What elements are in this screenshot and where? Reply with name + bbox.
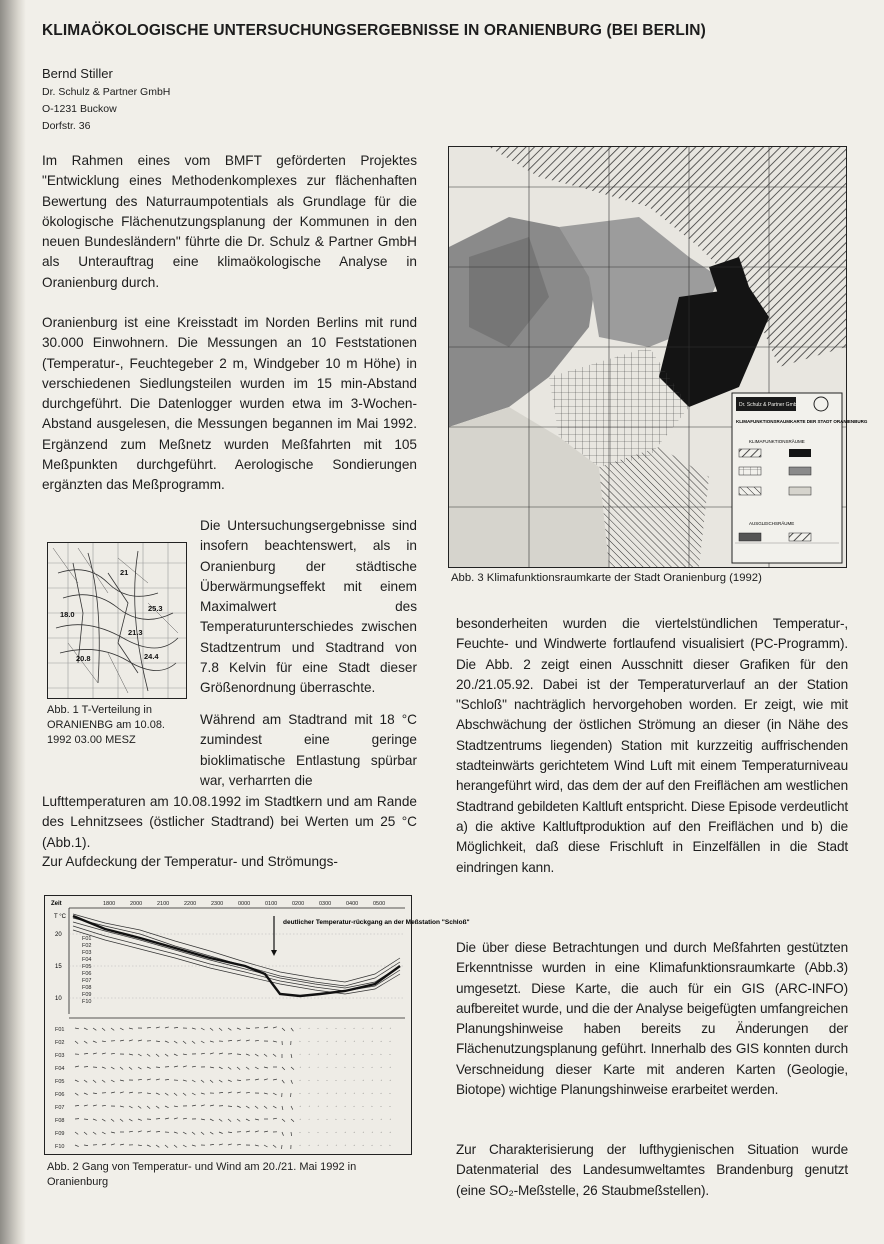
abb2-time-tick: 0300: [319, 901, 332, 907]
abb2-time-axis-label: Zeit: [51, 901, 62, 907]
article-title: KLIMAÖKOLOGISCHE UNTERSUCHUNGSERGEBNISSE IN ORANIENBURG (BEI BERLIN): [42, 22, 706, 39]
abb1-caption: Abb. 1 T-Verteilung in ORANIENBG am 10.08. 1992 03.00 MESZ: [47, 704, 165, 746]
abb2-wind-station: F05: [55, 1079, 65, 1085]
abb2-legend-station: F02: [82, 943, 92, 949]
abb2-y-axis-label: T °C: [54, 914, 66, 920]
abb1-label: 21: [120, 568, 129, 577]
author-address: [42, 84, 170, 135]
abb1-label: 20.8: [76, 654, 91, 663]
abb2-time-tick: 2200: [184, 901, 197, 907]
abb2-wind-station: F01: [55, 1027, 65, 1033]
abb3-legend-title: KLIMAFUNKTIONSRAUMKARTE DER STADT ORANIENBURG: [736, 419, 868, 424]
address-line: Dorfstr. 36: [42, 120, 91, 132]
abb3-legend-company: Dr. Schulz & Partner GmbH: [739, 402, 801, 408]
page-edge-shadow: [0, 0, 26, 1244]
abb2-time-tick: 0000: [238, 901, 251, 907]
abb3-legend-subtitle: KLIMAFUNKTIONSRÄUME: [749, 439, 805, 444]
abb2-legend-station: F06: [82, 971, 92, 977]
left-paragraph-oranienburg: Oranienburg ist eine Kreisstadt im Norden Berlins mit rund 30.000 Einwohnern. Die Messungen an 10 Feststationen (Temperatur-, Feuchtegeber 2 m, Windgeber 10 m Höhe) in verschiedenen Siedlungsteilen wurden im 15 min-Abstand durchgeführt. Die Datenlogger wurden etwa im 3-Wochen-Abstand ausgelesen, die Messungen begannen im Mai 1992. Ergänzend zum Meßnetz wurden Meßfahrten mit 105 Meßpunkten durchgeführt. Aerologische Sondierungen ergänzten das Meßprogramm.: [42, 315, 417, 493]
abb2-legend-station: F01: [82, 936, 92, 942]
right-paragraph-karte: Die über diese Betrachtungen und durch Meßfahrten gestützten Erkenntnisse wurden in eine Klimafunktionsraumkarte (Abb.3) umgesetzt. Diese Karte, die auch für ein GIS (ARC-INFO) aufbereitet wurde, und die der Analyse beigefügten umfangreichen Planungshinweise haben bereits zu Änderungen der Flächenutzungsplanung geführt. Innerhalb des GIS konnten durch Verschneidung dieser Karte mit anderen Karten (Geologie, Biotope) wichtige Planungshinweise erarbeitet werden.: [456, 940, 848, 1098]
abb2-annotation: deutlicher Temperatur-rückgang an der Meßstation "Schloß": [283, 919, 470, 926]
abb1-isotherm-map: [48, 543, 186, 698]
abb2-time-tick: 0400: [346, 901, 359, 907]
abb2-y-tick: 15: [55, 964, 62, 970]
abb2-wind-station: F02: [55, 1040, 65, 1046]
abb2-time-tick: 2000: [130, 901, 143, 907]
abb2-time-tick: 0100: [265, 901, 278, 907]
abb2-wind-station: F09: [55, 1131, 65, 1137]
abb2-y-tick: 20: [55, 932, 62, 938]
abb2-time-tick: 2300: [211, 901, 224, 907]
abb1-label: 24.4: [144, 652, 159, 661]
left-paragraph-lufttemperaturen: Lufttemperaturen am 10.08.1992 im Stadtkern und am Rande des Lehnitzsees (östlicher Stadtrand) bei Werten um 25 °C (Abb.1).: [42, 794, 417, 850]
abb2-y-tick: 10: [55, 996, 62, 1002]
abb2-legend-station: F03: [82, 950, 92, 956]
address-line: Dr. Schulz & Partner GmbH: [42, 86, 171, 98]
right-paragraph-lufthygiene: Zur Charakterisierung der lufthygienischen Situation wurde Datenmaterial des Landesumweltamtes Brandenburg genutzt (eine SO₂-Meßstelle, 26 Staubmeßstellen).: [456, 1142, 848, 1198]
abb2-wind-station: F07: [55, 1105, 65, 1111]
figure-abb1-map: [47, 542, 187, 699]
abb1-label: 21.3: [128, 628, 143, 637]
abb2-legend-station: F05: [82, 964, 92, 970]
left-paragraph-results: Die Untersuchungsergebnisse sind insofern beachtenswert, als in Oranienburg der städtische Überwärmungseffekt mit einem Maximalwert des Temperaturunterschiedes zwischen Stadtzentrum und Stadtrand von 7.8 Kelvin für eine Stadt dieser Größenordnung überraschte.: [200, 518, 417, 696]
abb2-wind-station: F06: [55, 1092, 65, 1098]
abb2-time-tick: 0500: [373, 901, 386, 907]
abb2-time-tick: 1800: [103, 901, 116, 907]
figure-abb3-map: [448, 146, 868, 568]
abb2-time-tick: 2100: [157, 901, 170, 907]
abb2-wind-station: F03: [55, 1053, 65, 1059]
left-paragraph-intro: Im Rahmen eines vom BMFT geförderten Projektes "Entwicklung eines Methodenkomplexes zur flächenhaften Bewertung des Naturraumpotentials als Grundlage für die ökologische Flächenutzungsplanung der Kommunen in den neuen Bundesländern" führte die Dr. Schulz & Partner GmbH als Unterauftrag eine klimaökologische Analyse in Oranienburg durch.: [42, 153, 417, 290]
address-line: O-1231 Buckow: [42, 103, 117, 115]
abb3-legend-footer: AUSGLEICHSRÄUME: [749, 521, 795, 526]
author-name: Bernd Stiller: [42, 66, 113, 81]
left-paragraph-stadtrand: Während am Stadtrand mit 18 °C zumindest eine geringe bioklimatische Entlastung spürbar war, verharrten die: [200, 712, 417, 788]
abb2-caption: Abb. 2 Gang von Temperatur- und Wind am 20./21. Mai 1992 in Oranienburg: [47, 1161, 357, 1188]
abb3-climate-map: [449, 147, 868, 567]
abb2-legend-station: F09: [82, 992, 92, 998]
abb2-time-tick: 0200: [292, 901, 305, 907]
left-paragraph-aufdeckung: Zur Aufdeckung der Temperatur- und Strömungs-: [42, 854, 338, 869]
abb1-label: 18.0: [60, 610, 75, 619]
abb3-caption: Abb. 3 Klimafunktionsraumkarte der Stadt Oranienburg (1992): [451, 572, 762, 584]
abb2-legend-station: F04: [82, 957, 92, 963]
abb2-wind-barbs: [75, 1027, 390, 1149]
figure-abb2-chart: [44, 895, 470, 1155]
abb2-schloss-line: [73, 916, 400, 996]
abb2-legend-station: F10: [82, 999, 92, 1005]
abb2-temperature-wind-graph: [45, 896, 470, 1154]
right-paragraph-besonderheiten: besonderheiten wurden die viertelstündlichen Temperatur-, Feuchte- und Windwerte fortlaufend visualisiert (PC-Programm). Die Abb. 2 zeigt einen Ausschnitt dieser Grafiken für den 20./21.05.92. Dabei ist der Temperaturverlauf an der Station "Schloß" nachträglich hervorgehoben worden. Er zeigt, wie mit Abschwächung der östlichen Strömung an dieser (in Nähe des Stadtzentrums liegenden) Station mit kurzzeitig auffrischenden stadteinwärts gerichtetem Wind Luft mit einem Temperaturniveau herangeführt wird, das dem der auf den Freiflächen am westlichen Stadtrand gebildeten Kaltluft entspricht. Diese Episode verdeutlicht a) die aktive Kaltluftproduktion auf den Freiflächen und b) die Möglichkeit, daß diese Frischluft in Einzelfällen in die Stadt eindringen kann.: [456, 616, 848, 875]
abb1-label: 25.3: [148, 604, 163, 613]
abb2-wind-station: F04: [55, 1066, 65, 1072]
abb2-legend-station: F07: [82, 978, 92, 984]
abb2-wind-station: F10: [55, 1144, 65, 1150]
abb2-legend-station: F08: [82, 985, 92, 991]
abb2-wind-station: F08: [55, 1118, 65, 1124]
